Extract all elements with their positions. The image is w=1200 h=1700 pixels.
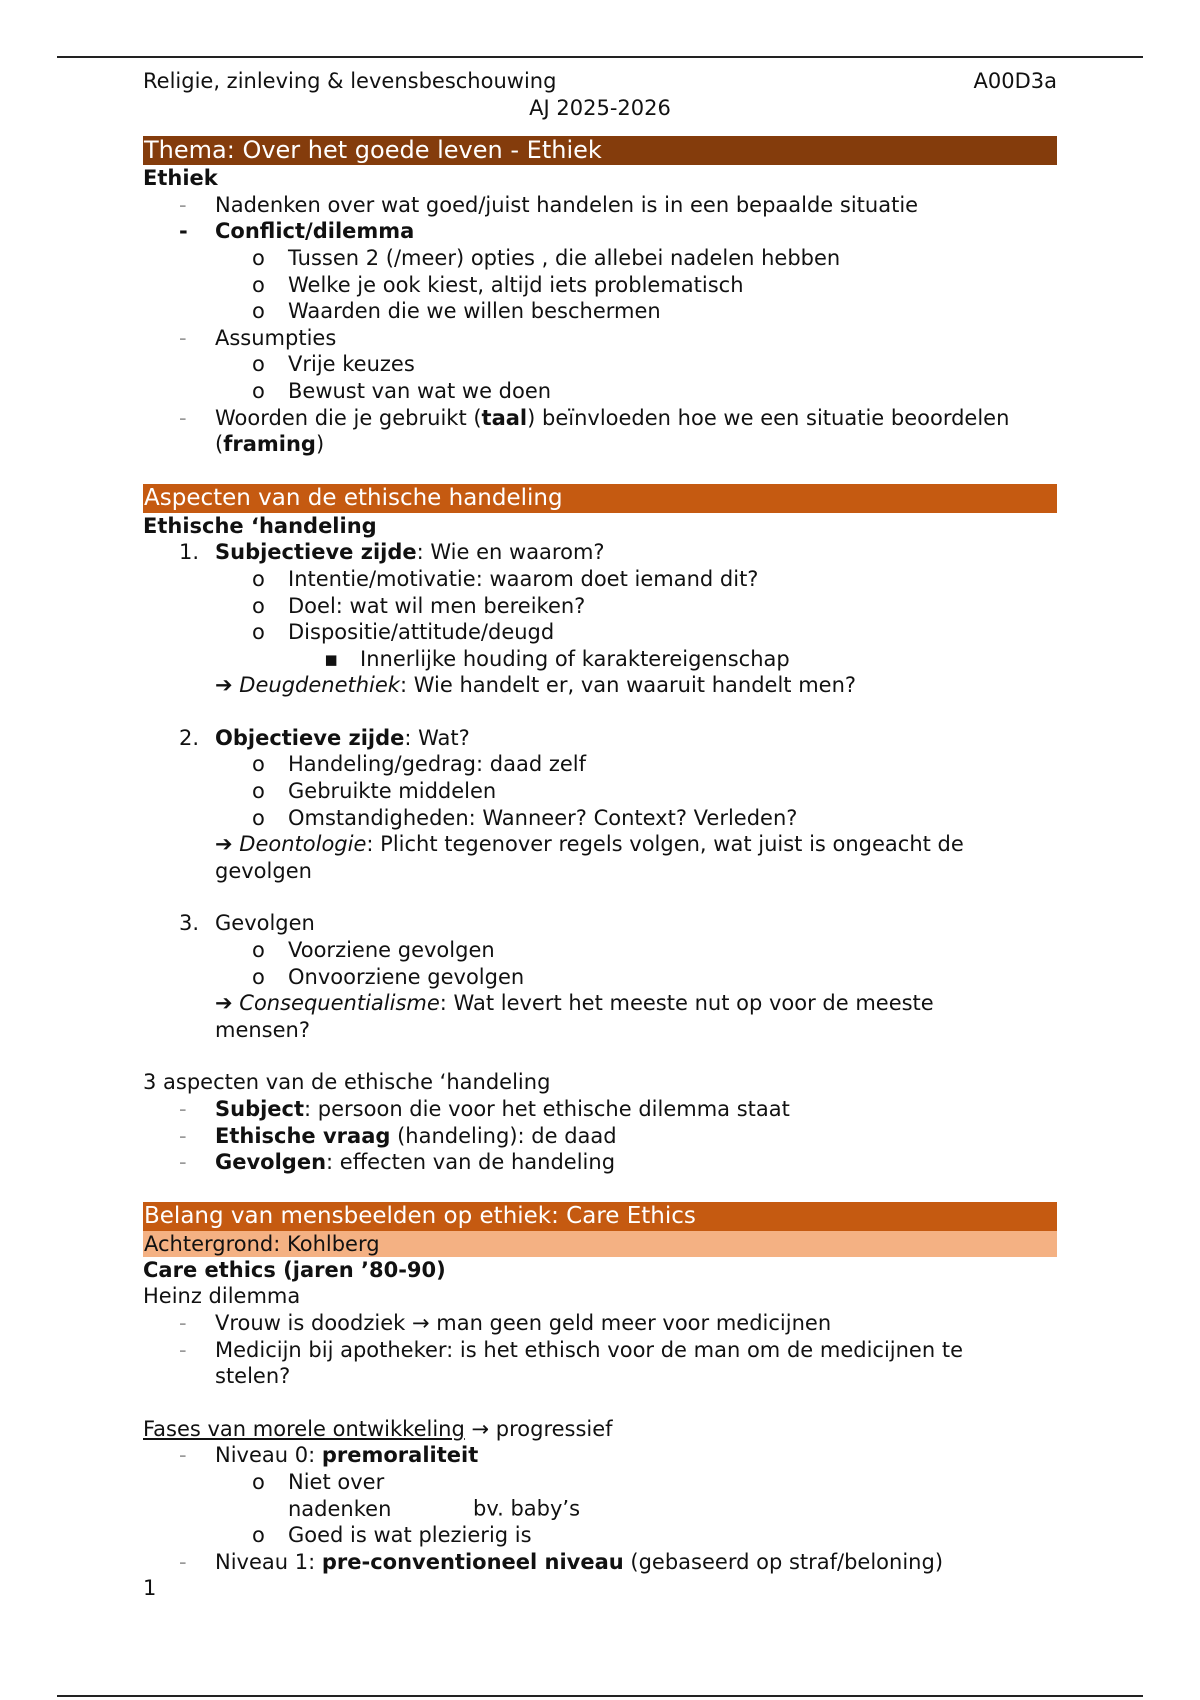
page-header (143, 68, 1057, 95)
concept-line: ➔ Deugdenethiek: Wie handelt er, van waaruit handelt men? (215, 673, 857, 698)
sub-sub-list-item: ▪ Innerlijke houding of karaktereigenschap (324, 646, 790, 671)
sub-list-item: o Bewust van wat we doen (252, 378, 552, 403)
list-item: - Vrouw is doodziek → man geen geld meer voor medicijnen (179, 1310, 832, 1335)
section-subtitle: Ethiek (143, 166, 218, 191)
list-item: - Woorden die je gebruikt (taal) beïnvloeden hoe we een situatie beoordelen (179, 405, 1010, 430)
numbered-item: 3. Gevolgen (179, 911, 315, 936)
concept-line: ➔ Consequentialisme: Wat levert het meeste nut op voor de meeste (215, 991, 934, 1016)
list-item: - Gevolgen: effecten van de handeling (179, 1150, 616, 1175)
academic-year: AJ 2025-2026 (529, 95, 671, 120)
list-item: - Subject: persoon die voor het ethische dilemma staat (179, 1097, 790, 1121)
course-code: A00D3a (973, 69, 1057, 93)
concept-line: ➔ Deontologie: Plicht tegenover regels volgen, wat juist is ongeacht de (215, 832, 964, 857)
sub-list-item: o Gebruikte middelen (252, 779, 497, 804)
arrow-icon: ➔ (215, 673, 233, 698)
header-rule (57, 56, 1143, 58)
list-item-continuation: (framing) (215, 432, 325, 457)
course-title: Religie, zinleving & levensbeschouwing (143, 69, 557, 93)
numbered-item: 2. Objectieve zijde: Wat? (179, 725, 470, 750)
sub-list-item: o Doel: wat wil men bereiken? (252, 593, 586, 618)
sub-list-item: o Voorziene gevolgen (252, 938, 495, 963)
list-item-continuation: stelen? (215, 1364, 291, 1389)
page-number: 1 (143, 1576, 157, 1601)
dilemma-title: Heinz dilemma (143, 1284, 301, 1309)
list-item: - Conflict/dilemma (179, 219, 415, 244)
section-subtitle: Ethische ‘handeling (143, 513, 377, 538)
sub-list-item: o Dispositie/attitude/deugd (252, 620, 555, 645)
list-item: - Nadenken over wat goed/juist handelen is in een bepaalde situatie (179, 192, 919, 217)
document-page (143, 68, 1057, 1602)
sub-list-item: o Niet over nadenken bv. baby’s (252, 1469, 581, 1521)
arrow-icon: ➔ (215, 991, 233, 1016)
concept-line-continuation: gevolgen (215, 858, 312, 883)
sub-list-item: o Waarden die we willen beschermen (252, 299, 661, 324)
list-item: - Niveau 1: pre-conventioneel niveau (gebaseerd op straf/beloning) (179, 1549, 944, 1574)
sub-list-item: o Tussen 2 (/meer) opties , die allebei nadelen hebben (252, 245, 841, 270)
list-item: - Ethische vraag (handeling): de daad (179, 1123, 617, 1148)
list-item: - Assumpties (179, 325, 337, 350)
sub-list-item: o Omstandigheden: Wanneer? Context? Verleden? (252, 805, 798, 830)
section-heading-care-ethics: Belang van mensbeelden op ethiek: Care Ethics (143, 1202, 1057, 1231)
section-subtitle: Care ethics (jaren ’80-90) (143, 1257, 446, 1282)
summary-intro: 3 aspecten van de ethische ‘handeling (143, 1070, 551, 1095)
concept-line-continuation: mensen? (215, 1017, 311, 1042)
sub-list-item: o Onvoorziene gevolgen (252, 964, 525, 989)
sub-list-item: o Intentie/motivatie: waarom doet iemand dit? (252, 566, 759, 591)
list-item: - Medicijn bij apotheker: is het ethisch voor de man om de medicijnen te (179, 1337, 963, 1362)
sub-list-item: o Handeling/gedrag: daad zelf (252, 752, 587, 777)
footer-rule (57, 1695, 1143, 1697)
numbered-item: 1. Subjectieve zijde: Wie en waarom? (179, 540, 605, 565)
section-subheading-kohlberg: Achtergrond: Kohlberg (143, 1231, 1057, 1257)
sub-list-item: o Welke je ook kiest, altijd iets problematisch (252, 272, 744, 297)
section-heading-ethiek: Thema: Over het goede leven - Ethiek (143, 136, 1057, 165)
sub-list-item: o Goed is wat plezierig is (252, 1523, 532, 1548)
list-item: - Niveau 0: premoraliteit (179, 1443, 479, 1468)
section-heading-aspecten: Aspecten van de ethische handeling (143, 484, 1057, 513)
phases-heading: Fases van morele ontwikkeling → progressief (143, 1416, 613, 1441)
sub-list-item: o Vrije keuzes (252, 352, 415, 377)
arrow-icon: ➔ (215, 832, 233, 857)
